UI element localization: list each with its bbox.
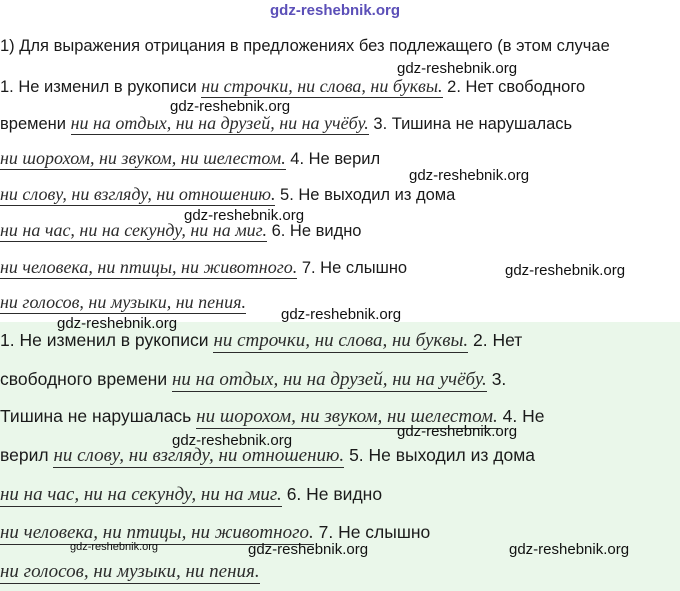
watermark-top: gdz-reshebnik.org [270, 2, 401, 19]
sentence-line [0, 76, 585, 97]
handwritten-answer: ни шорохом, ни звуком, ни шелестом. [196, 406, 498, 427]
sentence-text: Тишина не нарушалась [0, 406, 192, 426]
handwritten-answer: ни на час, ни на секунду, ни на миг. [0, 484, 282, 505]
watermark: gdz-reshebnik.org [397, 423, 518, 440]
handwritten-answer: ни строчки, ни слова, ни буквы. [213, 330, 469, 351]
sentence-text: 4. Не [502, 406, 545, 426]
sentence-line [0, 184, 455, 205]
watermark: gdz-reshebnik.org [397, 60, 518, 77]
sentence-text: 3. [491, 369, 507, 389]
sentence-text: 6. Не видно [271, 222, 362, 240]
sentence-text: 4. Не верил [290, 150, 381, 168]
watermark: gdz-reshebnik.org [509, 541, 630, 558]
sentence-line [0, 220, 361, 241]
sentence-line [0, 113, 572, 134]
sentence-text: времени [0, 115, 66, 133]
sentence-line [0, 257, 407, 278]
handwritten-answer: ни на час, ни на секунду, ни на миг. [0, 220, 267, 240]
handwritten-answer: ни человека, ни птицы, ни животного. [0, 522, 314, 543]
sentence-line [0, 445, 535, 467]
sentence-line [0, 292, 246, 313]
watermark: gdz-reshebnik.org [172, 432, 293, 449]
sentence-line [0, 561, 260, 583]
sentence-text: 1. Не изменил в рукописи [0, 78, 197, 96]
watermark: gdz-reshebnik.org [248, 541, 369, 558]
handwritten-answer: ни шорохом, ни звуком, ни шелестом. [0, 148, 286, 168]
handwritten-answer: ни строчки, ни слова, ни буквы. [201, 76, 443, 96]
watermark: gdz-reshebnik.org [281, 306, 402, 323]
sentence-text: 5. Не выходил из дома [349, 445, 535, 465]
sentence-text: верил [0, 445, 49, 465]
sentence-text: 6. Не видно [286, 484, 383, 504]
task-intro: 1) Для выражения отрицания в предложениях без подлежащего (в этом случае [0, 37, 610, 55]
sentence-line [0, 148, 380, 169]
handwritten-answer: ни на отдых, ни на друзей, ни на учёбу. [70, 113, 369, 133]
handwritten-answer: ни голосов, ни музыки, ни пения. [0, 561, 260, 582]
watermark: gdz-reshebnik.org [409, 167, 530, 184]
sentence-text: 1. Не изменил в рукописи [0, 330, 209, 350]
watermark: gdz-reshebnik.org [505, 262, 626, 279]
sentence-line [0, 484, 382, 506]
handwritten-answer: ни голосов, ни музыки, ни пения. [0, 292, 246, 312]
watermark: gdz-reshebnik.org [184, 207, 305, 224]
sentence-text: 3. Тишина не нарушалась [373, 115, 573, 133]
handwritten-answer: ни человека, ни птицы, ни животного. [0, 257, 298, 277]
handwritten-answer: ни слову, ни взгляду, ни отношению. [53, 445, 345, 466]
handwritten-answer: ни слову, ни взгляду, ни отношению. [0, 184, 276, 204]
watermark: gdz-reshebnik.org [70, 541, 159, 553]
handwritten-answer: ни на отдых, ни на друзей, ни на учёбу. [172, 369, 487, 390]
watermark: gdz-reshebnik.org [57, 315, 178, 332]
sentence-text: 7. Не слышно [301, 259, 408, 277]
sentence-line [0, 330, 522, 352]
sentence-text: свободного времени [0, 369, 168, 389]
sentence-text: 7. Не слышно [318, 522, 431, 542]
watermark: gdz-reshebnik.org [170, 98, 291, 115]
sentence-text: 2. Нет [473, 330, 523, 350]
sentence-line [0, 369, 506, 391]
sentence-text: 5. Не выходил из дома [280, 186, 456, 204]
sentence-text: 2. Нет свободного [447, 78, 586, 96]
